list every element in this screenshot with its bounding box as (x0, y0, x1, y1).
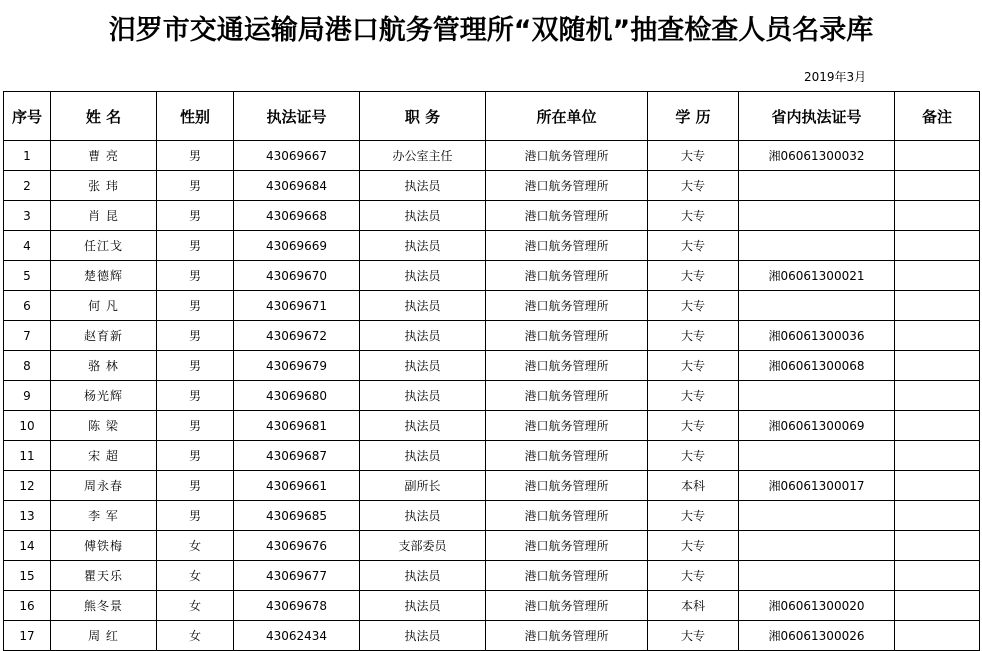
cell-gender: 男 (157, 501, 234, 531)
cell-name: 周 红 (51, 621, 157, 651)
cell-provincial-license (739, 501, 895, 531)
cell-name: 宋 超 (51, 441, 157, 471)
cell-position: 执法员 (360, 231, 486, 261)
cell-remarks (895, 471, 980, 501)
cell-provincial-license (739, 381, 895, 411)
cell-gender: 男 (157, 141, 234, 171)
cell-provincial-license: 湘06061300032 (739, 141, 895, 171)
cell-index: 15 (4, 561, 51, 591)
cell-remarks (895, 621, 980, 651)
cell-provincial-license: 湘06061300020 (739, 591, 895, 621)
cell-license-no: 43069685 (234, 501, 360, 531)
cell-position: 执法员 (360, 201, 486, 231)
cell-education: 大专 (648, 501, 739, 531)
cell-name: 楚德辉 (51, 261, 157, 291)
cell-license-no: 43069667 (234, 141, 360, 171)
cell-gender: 男 (157, 261, 234, 291)
cell-index: 12 (4, 471, 51, 501)
table-row (4, 531, 980, 561)
table-header-row (4, 92, 980, 141)
cell-gender: 男 (157, 471, 234, 501)
cell-license-no: 43069661 (234, 471, 360, 501)
cell-education: 本科 (648, 591, 739, 621)
cell-unit: 港口航务管理所 (486, 411, 648, 441)
cell-remarks (895, 411, 980, 441)
cell-remarks (895, 291, 980, 321)
cell-unit: 港口航务管理所 (486, 171, 648, 201)
cell-position: 副所长 (360, 471, 486, 501)
cell-education: 大专 (648, 411, 739, 441)
cell-provincial-license: 湘06061300068 (739, 351, 895, 381)
cell-education: 大专 (648, 441, 739, 471)
cell-position: 执法员 (360, 291, 486, 321)
cell-remarks (895, 171, 980, 201)
table-row (4, 261, 980, 291)
cell-remarks (895, 261, 980, 291)
cell-remarks (895, 441, 980, 471)
cell-license-no: 43069668 (234, 201, 360, 231)
cell-license-no: 43069684 (234, 171, 360, 201)
cell-index: 13 (4, 501, 51, 531)
cell-provincial-license: 湘06061300017 (739, 471, 895, 501)
cell-remarks (895, 201, 980, 231)
cell-index: 9 (4, 381, 51, 411)
cell-gender: 男 (157, 381, 234, 411)
cell-name: 骆 林 (51, 351, 157, 381)
cell-position: 办公室主任 (360, 141, 486, 171)
cell-unit: 港口航务管理所 (486, 591, 648, 621)
cell-unit: 港口航务管理所 (486, 621, 648, 651)
cell-name: 杨光辉 (51, 381, 157, 411)
cell-license-no: 43069670 (234, 261, 360, 291)
cell-education: 大专 (648, 381, 739, 411)
cell-name: 赵育新 (51, 321, 157, 351)
cell-education: 大专 (648, 351, 739, 381)
cell-education: 大专 (648, 321, 739, 351)
cell-name: 陈 梁 (51, 411, 157, 441)
cell-provincial-license: 湘06061300026 (739, 621, 895, 651)
table-row (4, 291, 980, 321)
cell-license-no: 43069678 (234, 591, 360, 621)
cell-remarks (895, 321, 980, 351)
cell-index: 2 (4, 171, 51, 201)
table-row (4, 171, 980, 201)
cell-index: 10 (4, 411, 51, 441)
cell-remarks (895, 561, 980, 591)
cell-education: 大专 (648, 261, 739, 291)
table-row (4, 501, 980, 531)
cell-gender: 男 (157, 321, 234, 351)
cell-name: 曹 亮 (51, 141, 157, 171)
cell-name: 李 军 (51, 501, 157, 531)
cell-education: 大专 (648, 141, 739, 171)
cell-position: 执法员 (360, 321, 486, 351)
table-row (4, 441, 980, 471)
cell-position: 执法员 (360, 561, 486, 591)
cell-license-no: 43069671 (234, 291, 360, 321)
cell-provincial-license: 湘06061300036 (739, 321, 895, 351)
cell-education: 大专 (648, 531, 739, 561)
cell-index: 11 (4, 441, 51, 471)
cell-position: 支部委员 (360, 531, 486, 561)
cell-provincial-license: 湘06061300021 (739, 261, 895, 291)
cell-index: 14 (4, 531, 51, 561)
cell-remarks (895, 351, 980, 381)
cell-license-no: 43069677 (234, 561, 360, 591)
cell-position: 执法员 (360, 171, 486, 201)
cell-remarks (895, 381, 980, 411)
header-education: 学 历 (648, 92, 739, 141)
cell-unit: 港口航务管理所 (486, 501, 648, 531)
table-row (4, 471, 980, 501)
cell-position: 执法员 (360, 591, 486, 621)
cell-name: 瞿天乐 (51, 561, 157, 591)
cell-unit: 港口航务管理所 (486, 561, 648, 591)
cell-license-no: 43069679 (234, 351, 360, 381)
cell-index: 1 (4, 141, 51, 171)
cell-gender: 男 (157, 171, 234, 201)
cell-unit: 港口航务管理所 (486, 201, 648, 231)
cell-provincial-license (739, 561, 895, 591)
cell-name: 何 凡 (51, 291, 157, 321)
cell-name: 任江戈 (51, 231, 157, 261)
cell-license-no: 43069669 (234, 231, 360, 261)
table-row (4, 381, 980, 411)
cell-position: 执法员 (360, 261, 486, 291)
cell-index: 4 (4, 231, 51, 261)
cell-gender: 男 (157, 411, 234, 441)
cell-remarks (895, 531, 980, 561)
cell-license-no: 43069687 (234, 441, 360, 471)
document-title: 汨罗市交通运输局港口航务管理所“双随机”抽查检查人员名录库 (108, 15, 874, 46)
cell-position: 执法员 (360, 441, 486, 471)
header-license-no: 执法证号 (234, 92, 360, 141)
cell-index: 7 (4, 321, 51, 351)
cell-name: 熊冬景 (51, 591, 157, 621)
cell-provincial-license (739, 231, 895, 261)
cell-index: 3 (4, 201, 51, 231)
header-provincial-license: 省内执法证号 (739, 92, 895, 141)
cell-education: 大专 (648, 201, 739, 231)
cell-position: 执法员 (360, 351, 486, 381)
cell-license-no: 43069680 (234, 381, 360, 411)
header-remarks: 备注 (895, 92, 980, 141)
cell-unit: 港口航务管理所 (486, 321, 648, 351)
cell-license-no: 43069676 (234, 531, 360, 561)
header-unit: 所在单位 (486, 92, 648, 141)
cell-gender: 女 (157, 531, 234, 561)
cell-provincial-license: 湘06061300069 (739, 411, 895, 441)
header-name: 姓 名 (51, 92, 157, 141)
cell-gender: 男 (157, 231, 234, 261)
cell-name: 肖 昆 (51, 201, 157, 231)
cell-remarks (895, 501, 980, 531)
table-row (4, 411, 980, 441)
table-row (4, 201, 980, 231)
cell-index: 6 (4, 291, 51, 321)
cell-gender: 男 (157, 441, 234, 471)
cell-education: 大专 (648, 291, 739, 321)
cell-license-no: 43069681 (234, 411, 360, 441)
cell-name: 傅铁梅 (51, 531, 157, 561)
cell-education: 大专 (648, 231, 739, 261)
personnel-table (3, 91, 980, 651)
cell-license-no: 43069672 (234, 321, 360, 351)
document-date: 2019年3月 (804, 70, 867, 84)
cell-index: 16 (4, 591, 51, 621)
cell-unit: 港口航务管理所 (486, 231, 648, 261)
cell-provincial-license (739, 201, 895, 231)
header-gender: 性别 (157, 92, 234, 141)
cell-unit: 港口航务管理所 (486, 381, 648, 411)
header-index: 序号 (4, 92, 51, 141)
cell-unit: 港口航务管理所 (486, 471, 648, 501)
cell-gender: 女 (157, 561, 234, 591)
cell-name: 周永春 (51, 471, 157, 501)
cell-education: 大专 (648, 561, 739, 591)
cell-position: 执法员 (360, 621, 486, 651)
cell-gender: 女 (157, 621, 234, 651)
table-row (4, 591, 980, 621)
cell-index: 17 (4, 621, 51, 651)
table-row (4, 321, 980, 351)
cell-gender: 男 (157, 351, 234, 381)
cell-provincial-license (739, 171, 895, 201)
cell-education: 本科 (648, 471, 739, 501)
header-position: 职 务 (360, 92, 486, 141)
cell-unit: 港口航务管理所 (486, 261, 648, 291)
cell-provincial-license (739, 441, 895, 471)
cell-remarks (895, 141, 980, 171)
cell-position: 执法员 (360, 501, 486, 531)
table-row (4, 621, 980, 651)
cell-remarks (895, 231, 980, 261)
cell-position: 执法员 (360, 411, 486, 441)
cell-unit: 港口航务管理所 (486, 351, 648, 381)
cell-index: 5 (4, 261, 51, 291)
cell-unit: 港口航务管理所 (486, 141, 648, 171)
table-row (4, 141, 980, 171)
cell-education: 大专 (648, 171, 739, 201)
cell-provincial-license (739, 531, 895, 561)
cell-unit: 港口航务管理所 (486, 531, 648, 561)
cell-name: 张 玮 (51, 171, 157, 201)
table-row (4, 351, 980, 381)
cell-gender: 男 (157, 201, 234, 231)
cell-index: 8 (4, 351, 51, 381)
table-row (4, 231, 980, 261)
cell-provincial-license (739, 291, 895, 321)
cell-gender: 男 (157, 291, 234, 321)
cell-gender: 女 (157, 591, 234, 621)
cell-education: 大专 (648, 621, 739, 651)
table-row (4, 561, 980, 591)
cell-remarks (895, 591, 980, 621)
cell-unit: 港口航务管理所 (486, 441, 648, 471)
cell-license-no: 43062434 (234, 621, 360, 651)
cell-position: 执法员 (360, 381, 486, 411)
cell-unit: 港口航务管理所 (486, 291, 648, 321)
